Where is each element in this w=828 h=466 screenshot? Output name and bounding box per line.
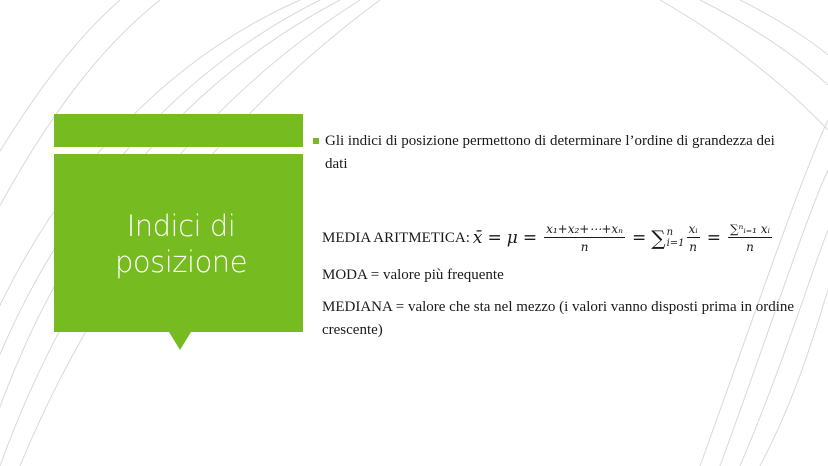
equals-sign: = (522, 227, 538, 248)
summation (651, 227, 684, 250)
media-aritmetica-line (322, 222, 774, 254)
sum-limits (667, 227, 685, 249)
media-label: MEDIA ARITMETICA: (322, 229, 470, 246)
sum-lower: i=1 (666, 238, 685, 249)
fraction-sum-over-n (544, 222, 625, 254)
x-bar: x̄ (472, 227, 483, 248)
title-pointer (169, 332, 191, 350)
fraction-sum-xi-over-n (728, 222, 772, 254)
fraction-numerator: ∑ⁿᵢ₌₁ xᵢ (729, 222, 770, 236)
mediana-line: MEDIANA = valore che sta nel mezzo (i valori vanno disposti prima in ordine crescente) (322, 299, 795, 338)
slide-title: Indici di posizione (114, 209, 248, 279)
fraction-denominator: n (746, 240, 754, 254)
moda-line: MODA = valore più frequente (322, 267, 504, 283)
equals-sign: = (706, 227, 721, 248)
fraction-xi-over-n (687, 222, 700, 254)
fraction-denominator: n (580, 240, 589, 254)
equals-sign: = (632, 227, 647, 248)
bullet-marker (313, 138, 319, 144)
bullet-text: Gli indici di posizione permettono di determinare l’ordine di grandezza dei dati (325, 133, 775, 172)
fraction-numerator: xᵢ (688, 222, 698, 236)
fraction-denominator: n (689, 240, 697, 254)
title-accent-bar (54, 114, 303, 147)
fraction-numerator: x₁+x₂+⋯+xₙ (546, 222, 624, 236)
sigma-symbol: ∑ (651, 225, 666, 250)
sum-upper: n (666, 227, 674, 238)
mu-symbol: μ (506, 227, 518, 248)
media-formula (473, 222, 774, 254)
equals-sign: = (487, 227, 502, 248)
